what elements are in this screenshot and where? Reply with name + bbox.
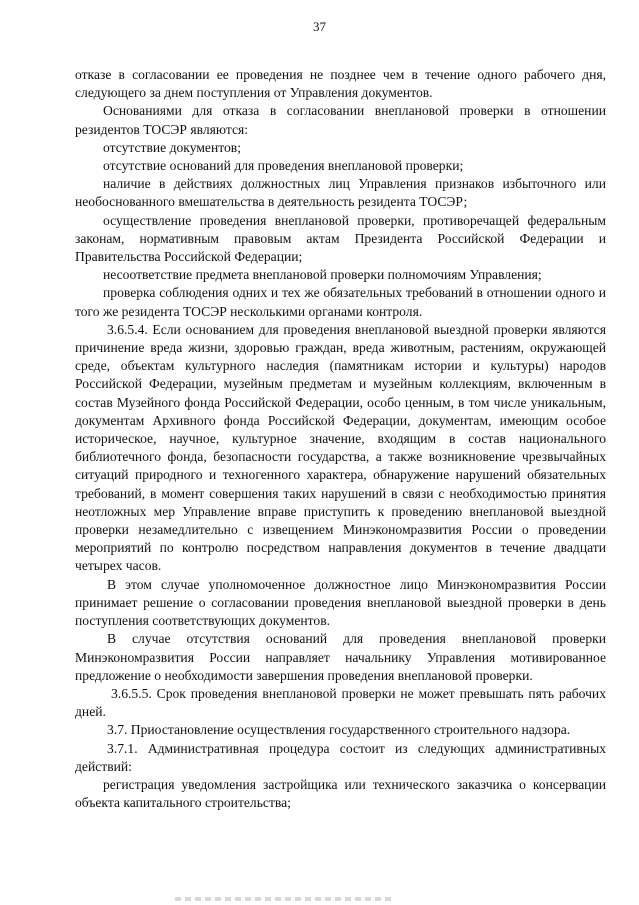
scan-artifact (175, 897, 395, 901)
list-item-contradicts-law: осуществление проведения внеплановой проверки, противоречащей федеральным законам, нормативным правовым актам Президента Российской Федерации и Правительства Российской Федерации; (75, 212, 606, 265)
paragraph-refusal-grounds: Основаниями для отказа в согласовании внеплановой проверки в отношении резидентов ТОСЭР являются: (75, 103, 606, 137)
list-item-scope-mismatch: несоответствие предмета внеплановой проверки полномочиям Управления; (103, 267, 542, 283)
list-item-conservation-notice: регистрация уведомления застройщика или технического заказчика о консервации объекта капитального строительства; (75, 776, 606, 811)
page-number: 37 (313, 19, 326, 34)
paragraph-no-grounds-proposal: В случае отсутствия оснований для проведения внеплановой проверки Минэкономразвития России направляет начальнику Управления мотивированное предложение о необходимости завершения проведения внеплановой проверки. (75, 631, 606, 683)
list-item-no-grounds: отсутствие оснований для проведения внеплановой проверки; (103, 158, 464, 174)
list-item-duplicate-check: проверка соблюдения одних и тех же обязательных требований в отношении одного и того же резидента ТОСЭР несколькими органами контроля. (75, 285, 606, 319)
document-body (75, 66, 606, 812)
paragraph-approval-decision: В этом случае уполномоченное должностное лицо Минэкономразвития России принимает решение о согласовании проведения внеплановой выездной проверки в день поступления соответствующих документов. (75, 576, 606, 629)
clause-3-6-5-4: 3.6.5.4. Если основанием для проведения внеплановой выездной проверки являются причинение вреда жизни, здоровью граждан, вреда животным, растениям, окружающей среде, объектам культурного наследия (памятникам истории и культуры) народов Российской Федерации, музейным предметам и музейным коллекциям, включенным в состав Музейного фонда Российской Федерации, особо ценным, в том числе уникальным, документам Архивного фонда Российской Федерации, документам, имеющим особое историческое, научное, культурное значение, входящим в состав национального библиотечного фонда, безопасности государства, а также возникновение чрезвычайных ситуаций природного и техногенного характера, обнаружение нарушений обязательных требований, в момент совершения таких нарушений в связи с необходимостью принятия неотложных мер Управление вправе приступить к проведению внеплановой выездной проверки незамедлительно с извещением Минэкономразвития России о проведении мероприятий по контролю посредством направления документов в течение двадцати четырех часов. (75, 321, 606, 574)
clause-3-7: 3.7. Приостановление осуществления государственного строительного надзора. (107, 722, 571, 738)
clause-3-6-5-5: 3.6.5.5. Срок проведения внеплановой проверки не может превышать пять рабочих дней. (75, 685, 606, 720)
list-item-excessive-interference: наличие в действиях должностных лиц Управления признаков избыточного или необоснованного вмешательства в деятельность резидента ТОСЭР; (75, 176, 606, 210)
clause-3-7-1: 3.7.1. Административная процедура состоит из следующих административных действий: (75, 740, 606, 774)
paragraph-refusal-deadline: отказе в согласовании ее проведения не позднее чем в течение одного рабочего дня, следующего за днем поступления от Управления документов. (75, 67, 606, 101)
list-item-no-documents: отсутствие документов; (103, 139, 241, 155)
